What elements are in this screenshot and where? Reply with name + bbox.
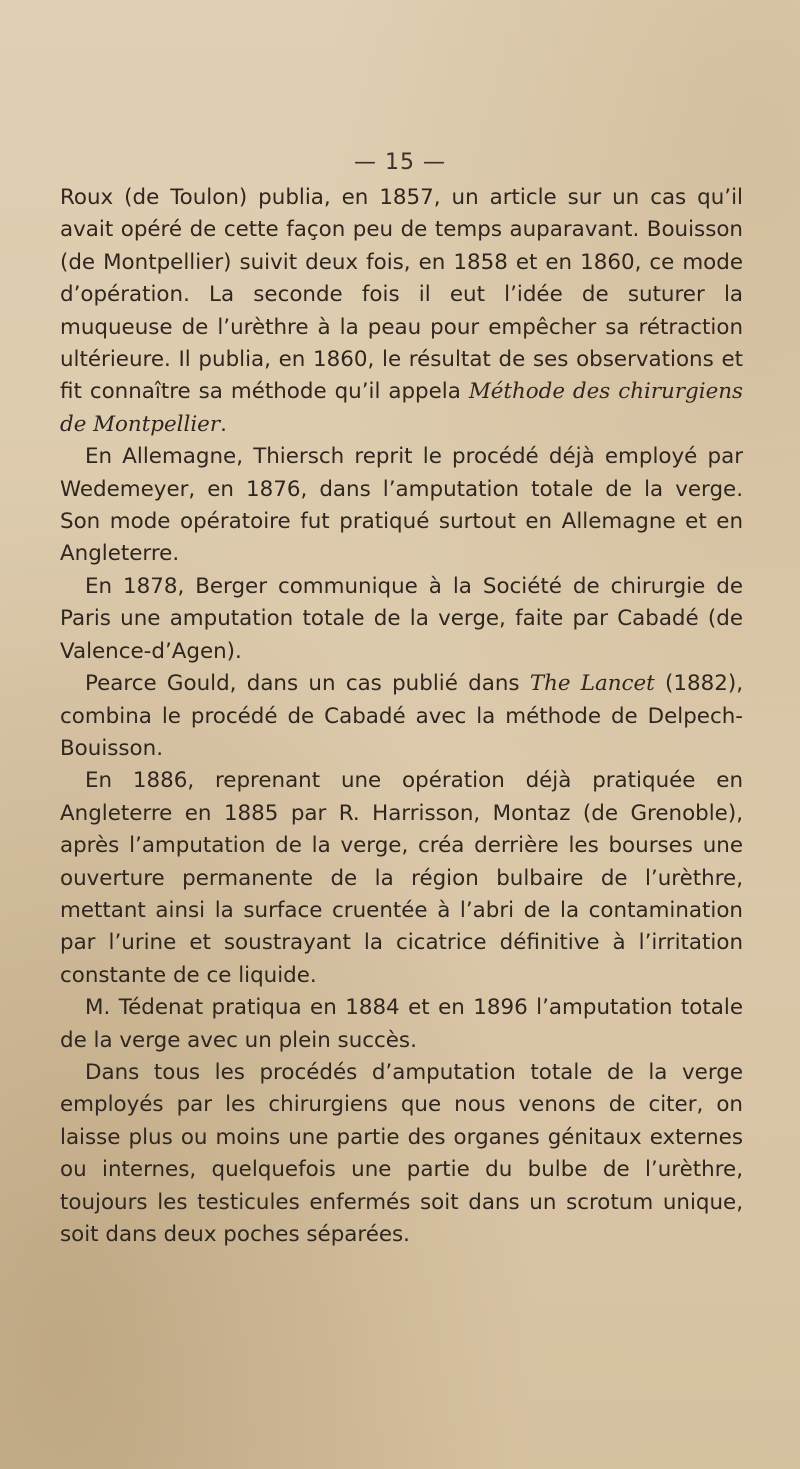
body-text	[60, 182, 743, 1251]
text-segment: .	[220, 411, 227, 437]
paragraph-pearce-gould	[60, 668, 743, 765]
italic-journal-title: The Lancet	[529, 671, 655, 697]
text-segment: Roux (de Toulon) publia, en 1857, un article sur un cas qu’il avait opéré de cette façon peu de temps auparavant. Bouisson (de Montpellier) suivit deux fois, en 1858 et en 1860, ce mode d’opération. La seconde fois il eut l’idée de suturer la muqueuse de l’urèthre à la peau pour empêcher sa rétraction ultérieure. Il publia, en 1860, le résultat de ses observations et fit connaître sa méthode qu’il appela	[60, 185, 743, 405]
text-segment: Pearce Gould, dans un cas publié dans	[85, 671, 530, 697]
paragraph-montaz: En 1886, reprenant une opération déjà pratiquée en Angleterre en 1885 par R. Harrisson, Montaz (de Grenoble), après l’amputation de la verge, créa derrière les bourses une ouverture permanente de la région bulbaire de l’urèthre, mettant ainsi la surface cruentée à l’abri de la contamination par l’urine et soustrayant la cicatrice définitive à l’irritation constante de ce liquide.	[60, 768, 743, 988]
paragraph-thiersch: En Allemagne, Thiersch reprit le procédé déjà employé par Wedemeyer, en 1876, dans l’amputation totale de la verge. Son mode opératoire fut pratiqué surtout en Allemagne et en Angleterre.	[60, 444, 743, 567]
paragraph-conclusion: Dans tous les procédés d’amputation totale de la verge employés par les chirurgiens que nous venons de citer, on laisse plus ou moins une partie des organes génitaux externes ou internes, quelquefois une partie du bulbe de l’urèthre, toujours les testicules enfermés soit dans un scrotum unique, soit dans deux poches séparées.	[60, 1059, 743, 1247]
text-segment: (1882), combina le procédé de Cabadé avec la méthode de Delpech-Bouisson.	[60, 671, 743, 761]
paragraph-berger: En 1878, Berger communique à la Société de chirurgie de Paris une amputation totale de la verge, faite par Cabadé (de Valence-d’Agen).	[60, 573, 743, 664]
paragraph-roux-bouisson	[60, 182, 743, 441]
paragraph-tedenat: M. Tédenat pratiqua en 1884 et en 1896 l’amputation totale de la verge avec un plein succès.	[60, 995, 743, 1053]
page-number: — 15 —	[354, 150, 446, 175]
italic-method-title: Méthode des chirurgiens de Montpellier	[60, 379, 743, 437]
